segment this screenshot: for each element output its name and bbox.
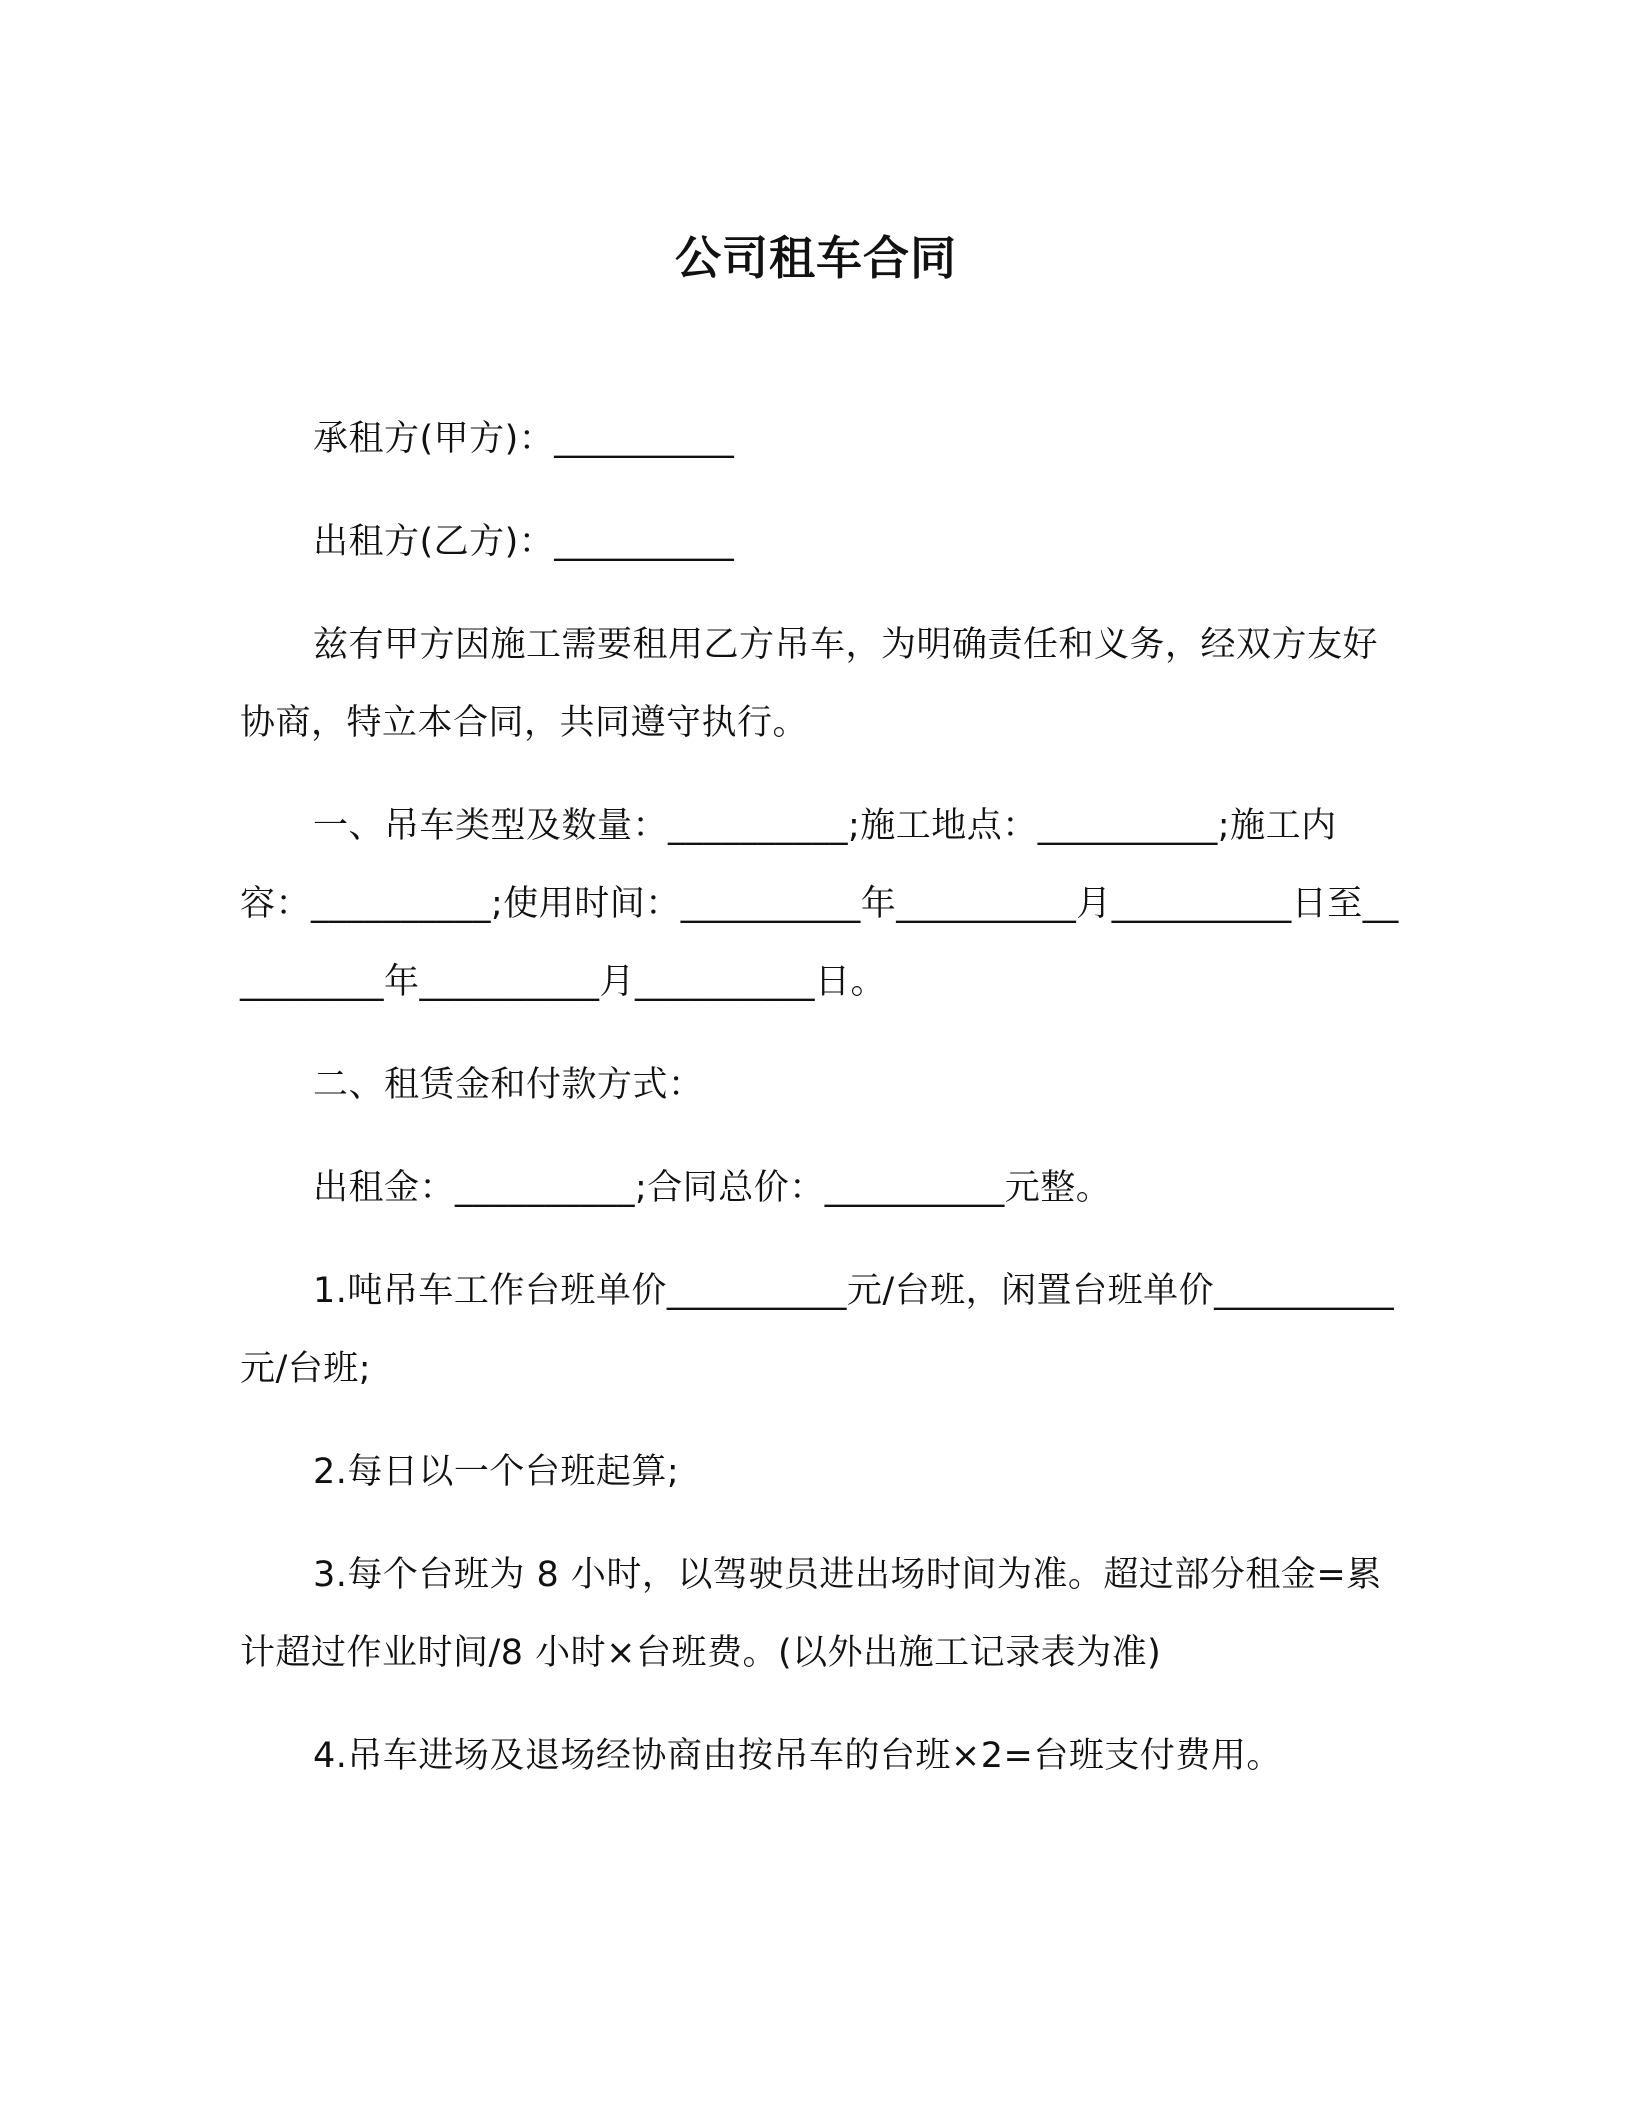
paragraph-preamble: 兹有甲方因施工需要租用乙方吊车，为明确责任和义务，经双方友好协商，特立本合同，共同遵守执行。 (240, 625, 1379, 743)
paragraph-item-1: 1.吨吊车工作台班单价__________元/台班，闲置台班单价__________元/台班; (240, 1271, 1395, 1389)
document-body (240, 400, 1400, 1795)
paragraph-item-3: 3.每个台班为 8 小时，以驾驶员进出场时间为准。超过部分租金=累计超过作业时间/8 小时×台班费。(以外出施工记录表为准) (240, 1555, 1382, 1673)
paragraph-section-1: 一、吊车类型及数量：__________;施工地点：__________;施工内容：__________;使用时间：__________年__________月__________日至__________年__________月__________日。 (240, 806, 1399, 1002)
paragraph-lessee: 承租方(甲方)：__________ (313, 419, 735, 459)
paragraph-rent: 出租金：__________;合同总价：__________元整。 (313, 1168, 1112, 1208)
paragraph-item-4: 4.吊车进场及退场经协商由按吊车的台班×2=台班支付费用。 (313, 1736, 1282, 1776)
paragraph-item-2: 2.每日以一个台班起算; (313, 1452, 680, 1492)
paragraph-lessor: 出租方(乙方)：__________ (313, 522, 735, 562)
paragraph-section-2: 二、租赁金和付款方式： (313, 1065, 704, 1105)
document-title: 公司租车合同 (675, 231, 957, 285)
